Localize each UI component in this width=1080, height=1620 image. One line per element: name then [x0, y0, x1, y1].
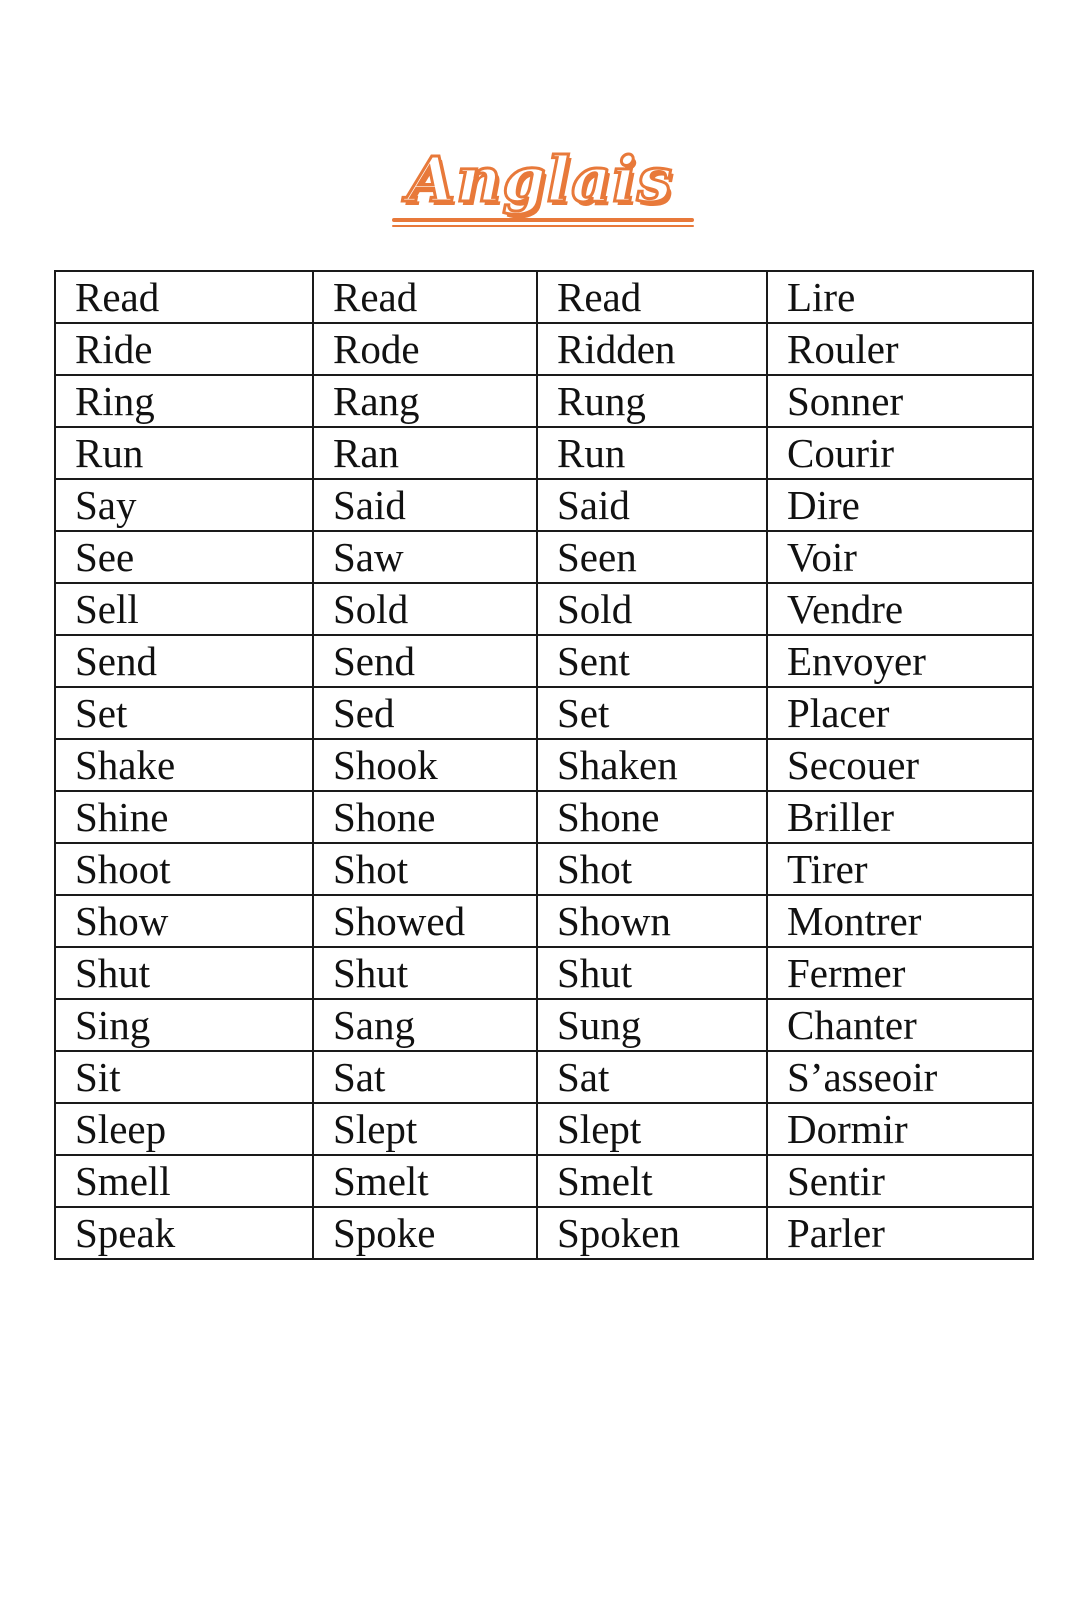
table-cell-past-participle: Seen: [537, 531, 767, 583]
table-row: [55, 1155, 1033, 1207]
table-row: [55, 739, 1033, 791]
table-cell-past-participle: Sat: [537, 1051, 767, 1103]
table-cell-base-form: Shut: [55, 947, 313, 999]
table-cell-french-translation: Secouer: [767, 739, 1033, 791]
table-cell-past-participle: Set: [537, 687, 767, 739]
table-row: [55, 375, 1033, 427]
table-row: [55, 531, 1033, 583]
table-cell-french-translation: Envoyer: [767, 635, 1033, 687]
page-title: Anglais: [407, 143, 673, 216]
table-cell-french-translation: Dire: [767, 479, 1033, 531]
table-cell-past-participle: Sold: [537, 583, 767, 635]
table-cell-french-translation: S’asseoir: [767, 1051, 1033, 1103]
table-cell-base-form: See: [55, 531, 313, 583]
table-row: [55, 1051, 1033, 1103]
table-cell-base-form: Sing: [55, 999, 313, 1051]
table-cell-base-form: Sit: [55, 1051, 313, 1103]
table-cell-base-form: Run: [55, 427, 313, 479]
table-cell-past-simple: Shook: [313, 739, 537, 791]
table-cell-past-participle: Shut: [537, 947, 767, 999]
table-cell-past-simple: Saw: [313, 531, 537, 583]
table-cell-past-simple: Showed: [313, 895, 537, 947]
table-row: [55, 895, 1033, 947]
table-cell-base-form: Shoot: [55, 843, 313, 895]
table-cell-base-form: Smell: [55, 1155, 313, 1207]
table-row: [55, 947, 1033, 999]
table-cell-base-form: Send: [55, 635, 313, 687]
table-cell-past-simple: Shot: [313, 843, 537, 895]
table-row: [55, 323, 1033, 375]
table-cell-past-participle: Read: [537, 271, 767, 323]
table-cell-past-participle: Ridden: [537, 323, 767, 375]
table-cell-past-participle: Slept: [537, 1103, 767, 1155]
table-row: [55, 1207, 1033, 1259]
table-cell-past-simple: Smelt: [313, 1155, 537, 1207]
table-cell-french-translation: Sentir: [767, 1155, 1033, 1207]
table-cell-french-translation: Courir: [767, 427, 1033, 479]
table-cell-past-participle: Said: [537, 479, 767, 531]
table-cell-past-simple: Sang: [313, 999, 537, 1051]
table-cell-base-form: Speak: [55, 1207, 313, 1259]
table-row: [55, 999, 1033, 1051]
table-cell-past-participle: Run: [537, 427, 767, 479]
table-cell-base-form: Shine: [55, 791, 313, 843]
table-row: [55, 1103, 1033, 1155]
table-cell-past-participle: Sent: [537, 635, 767, 687]
table-cell-past-participle: Shaken: [537, 739, 767, 791]
table-cell-base-form: Ride: [55, 323, 313, 375]
title-underline: [392, 218, 694, 222]
irregular-verbs-table: [54, 270, 1034, 1260]
table-cell-past-simple: Slept: [313, 1103, 537, 1155]
table-cell-base-form: Sleep: [55, 1103, 313, 1155]
table-cell-base-form: Read: [55, 271, 313, 323]
table-cell-past-simple: Sat: [313, 1051, 537, 1103]
table-cell-past-simple: Said: [313, 479, 537, 531]
table-cell-past-simple: Sed: [313, 687, 537, 739]
table-cell-past-simple: Shone: [313, 791, 537, 843]
table-cell-past-participle: Spoken: [537, 1207, 767, 1259]
table-cell-french-translation: Parler: [767, 1207, 1033, 1259]
table-cell-past-simple: Rode: [313, 323, 537, 375]
table-cell-past-simple: Shut: [313, 947, 537, 999]
table-row: [55, 843, 1033, 895]
verbs-table-body: [55, 271, 1033, 1259]
table-cell-past-simple: Spoke: [313, 1207, 537, 1259]
table-cell-french-translation: Rouler: [767, 323, 1033, 375]
table-cell-french-translation: Dormir: [767, 1103, 1033, 1155]
table-row: [55, 271, 1033, 323]
table-cell-french-translation: Fermer: [767, 947, 1033, 999]
table-cell-base-form: Set: [55, 687, 313, 739]
table-cell-base-form: Sell: [55, 583, 313, 635]
table-row: [55, 791, 1033, 843]
table-cell-french-translation: Vendre: [767, 583, 1033, 635]
table-row: [55, 427, 1033, 479]
table-cell-past-simple: Rang: [313, 375, 537, 427]
table-cell-french-translation: Voir: [767, 531, 1033, 583]
table-cell-french-translation: Sonner: [767, 375, 1033, 427]
table-row: [55, 479, 1033, 531]
table-row: [55, 635, 1033, 687]
table-cell-base-form: Say: [55, 479, 313, 531]
table-cell-past-simple: Sold: [313, 583, 537, 635]
table-cell-french-translation: Briller: [767, 791, 1033, 843]
table-row: [55, 687, 1033, 739]
table-cell-french-translation: Chanter: [767, 999, 1033, 1051]
table-cell-past-simple: Send: [313, 635, 537, 687]
table-cell-past-participle: Shone: [537, 791, 767, 843]
table-cell-past-participle: Shot: [537, 843, 767, 895]
table-cell-base-form: Ring: [55, 375, 313, 427]
table-cell-french-translation: Placer: [767, 687, 1033, 739]
table-cell-french-translation: Lire: [767, 271, 1033, 323]
table-row: [55, 583, 1033, 635]
table-cell-base-form: Show: [55, 895, 313, 947]
table-cell-past-simple: Read: [313, 271, 537, 323]
table-cell-past-participle: Rung: [537, 375, 767, 427]
table-cell-past-participle: Shown: [537, 895, 767, 947]
table-cell-base-form: Shake: [55, 739, 313, 791]
table-cell-past-participle: Smelt: [537, 1155, 767, 1207]
table-cell-past-participle: Sung: [537, 999, 767, 1051]
table-cell-past-simple: Ran: [313, 427, 537, 479]
table-cell-french-translation: Tirer: [767, 843, 1033, 895]
table-cell-french-translation: Montrer: [767, 895, 1033, 947]
title-underline-secondary: [392, 225, 694, 227]
